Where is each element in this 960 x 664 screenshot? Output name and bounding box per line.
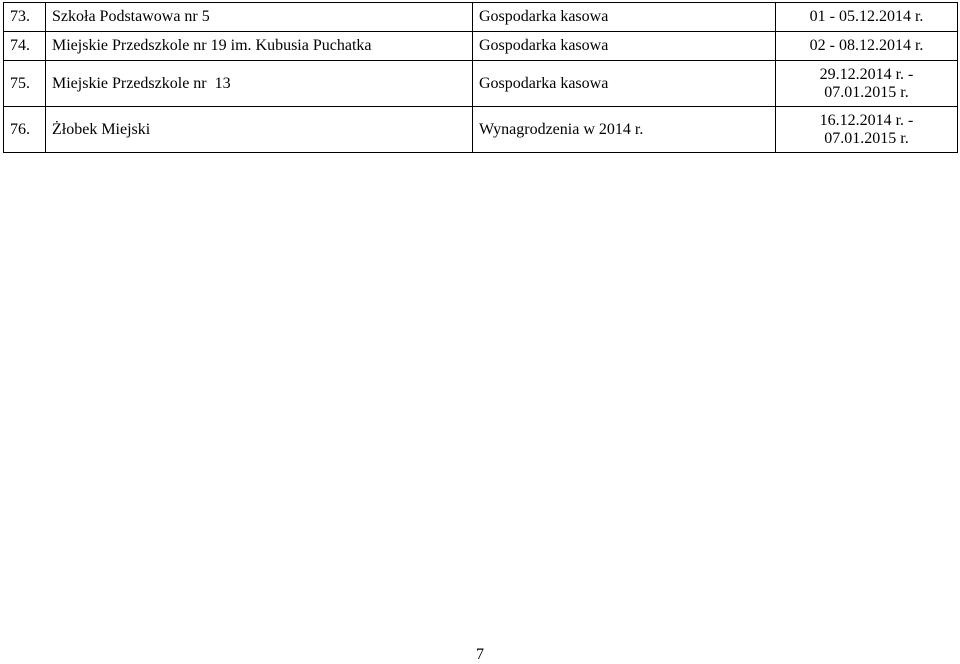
audit-period-end: 07.01.2015 r. bbox=[824, 83, 909, 101]
unit-name: Żłobek Miejski bbox=[46, 107, 473, 153]
audit-period-start: 16.12.2014 r. - bbox=[819, 111, 914, 129]
audit-period bbox=[776, 61, 958, 107]
row-number: 76. bbox=[4, 107, 46, 153]
table-row bbox=[4, 32, 958, 61]
audit-period: 01 - 05.12.2014 r. bbox=[776, 3, 958, 32]
unit-name: Miejskie Przedszkole nr 13 bbox=[46, 61, 473, 107]
audit-scope: Gospodarka kasowa bbox=[473, 61, 776, 107]
table-row bbox=[4, 61, 958, 107]
audit-table bbox=[3, 2, 958, 153]
unit-name: Miejskie Przedszkole nr 19 im. Kubusia Puchatka bbox=[46, 32, 473, 61]
audit-scope: Gospodarka kasowa bbox=[473, 32, 776, 61]
row-number: 75. bbox=[4, 61, 46, 107]
audit-period: 02 - 08.12.2014 r. bbox=[776, 32, 958, 61]
row-number: 74. bbox=[4, 32, 46, 61]
table-row bbox=[4, 107, 958, 153]
unit-name: Szkoła Podstawowa nr 5 bbox=[46, 3, 473, 32]
audit-period-start: 29.12.2014 r. - bbox=[819, 65, 914, 83]
audit-scope: Wynagrodzenia w 2014 r. bbox=[473, 107, 776, 153]
table-row bbox=[4, 3, 958, 32]
audit-period-end: 07.01.2015 r. bbox=[824, 129, 909, 147]
page-number: 7 bbox=[476, 646, 484, 663]
row-number: 73. bbox=[4, 3, 46, 32]
audit-period bbox=[776, 107, 958, 153]
audit-scope: Gospodarka kasowa bbox=[473, 3, 776, 32]
